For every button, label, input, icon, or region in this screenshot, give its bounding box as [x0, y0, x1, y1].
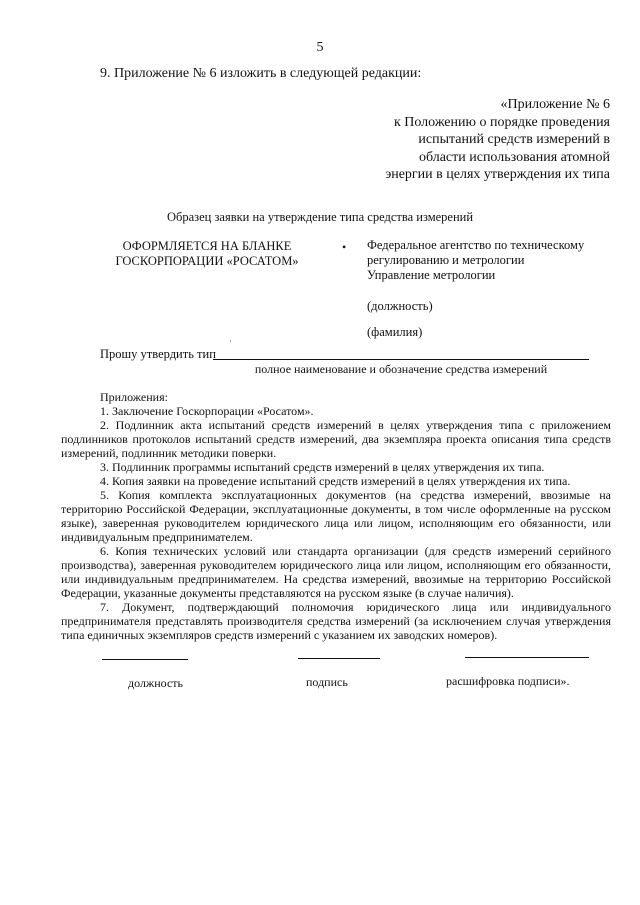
- annex-header-line: «Приложение № 6: [500, 97, 610, 112]
- signature-label: подпись: [306, 675, 348, 689]
- amendment-instruction: 9. Приложение № 6 изложить в следующей редакции:: [100, 66, 422, 81]
- annex-header-line: к Положению о порядке проведения: [393, 114, 610, 130]
- addressee-line: Федеральное агентство по техническому: [367, 238, 585, 252]
- signature-line: [298, 658, 380, 659]
- position-label: должность: [128, 676, 183, 690]
- position-signature-line: [102, 659, 188, 660]
- addressee-line: регулированию и метрологии: [367, 253, 525, 267]
- decoding-signature-line: [465, 657, 589, 658]
- annex-header-line: энергии в целях утверждения их типа: [385, 167, 610, 182]
- attachments-heading: Приложения:: [100, 390, 168, 404]
- request-label: Прошу утвердить тип: [100, 347, 216, 361]
- annex-header-line: испытаний средств измерений в: [418, 132, 610, 147]
- attachment-item: 3. Подлинник программы испытаний средств измерений в целях утверждения их типа.: [100, 460, 545, 474]
- attachments-list: [61, 390, 611, 642]
- stray-mark: ·: [229, 336, 232, 346]
- request-blank-line: [213, 359, 589, 360]
- attachment-item: 1. Заключение Госкорпорации «Росатом».: [100, 404, 314, 418]
- sample-title: Образец заявки на утверждение типа средства измерений: [166, 210, 474, 224]
- annex-header: [385, 96, 610, 184]
- attachment-item: 4. Копия заявки на проведение испытаний средств измерений в целях утверждения их типа.: [100, 474, 571, 488]
- addressee-line: Управление метрологии: [367, 268, 496, 282]
- addressee-block: [367, 238, 584, 340]
- addressee-surname: (фамилия): [367, 325, 423, 339]
- addressee-position: (должность): [367, 299, 433, 313]
- attachment-item: 5. Копия комплекта эксплуатационных документов (на средства измерений, ввозимые на территорию Российской Федерации, эксплуатационные документы, в том числе оформленные на русском языке), заверенная руководителем юридического лица или лицом, исполняющим его обязанности, или индивидуальным предпринимателем.: [61, 488, 611, 544]
- page-number: 5: [316, 40, 324, 55]
- annex-header-line: области использования атомной: [418, 149, 610, 165]
- attachment-item: 7. Документ, подтверждающий полномочия юридического лица или индивидуального предпринимателя представлять производителя средства измерений (за исключением случая утверждения типа единичных экземпляров средств измерений с указанием их заводских номеров).: [61, 600, 611, 642]
- attachment-item: 6. Копия технических условий или стандарта организации (для средств измерений серийного производства), заверенная руководителем юридического лица или лицом, исполняющим его обязанности, или индивидуальным предпринимателем. На средства измерений, ввозимые на территорию Российской Федерации, указанные документы представляются на русском языке (в случае наличия).: [61, 544, 611, 600]
- decoding-label: расшифровка подписи».: [446, 674, 570, 688]
- request-caption: полное наименование и обозначение средства измерений: [254, 362, 548, 376]
- bullet-mark: •: [342, 240, 347, 254]
- letterhead-note: ОФОРМЛЯЕТСЯ НА БЛАНКЕ ГОСКОРПОРАЦИИ «РОСАТОМ»: [115, 239, 299, 268]
- attachment-item: 2. Подлинник акта испытаний средств измерений в целях утверждения типа с приложением подлинников протоколов испытаний средств измерений, два экземпляра проекта описания типа средств измерений, подлинник методики поверки.: [61, 418, 611, 460]
